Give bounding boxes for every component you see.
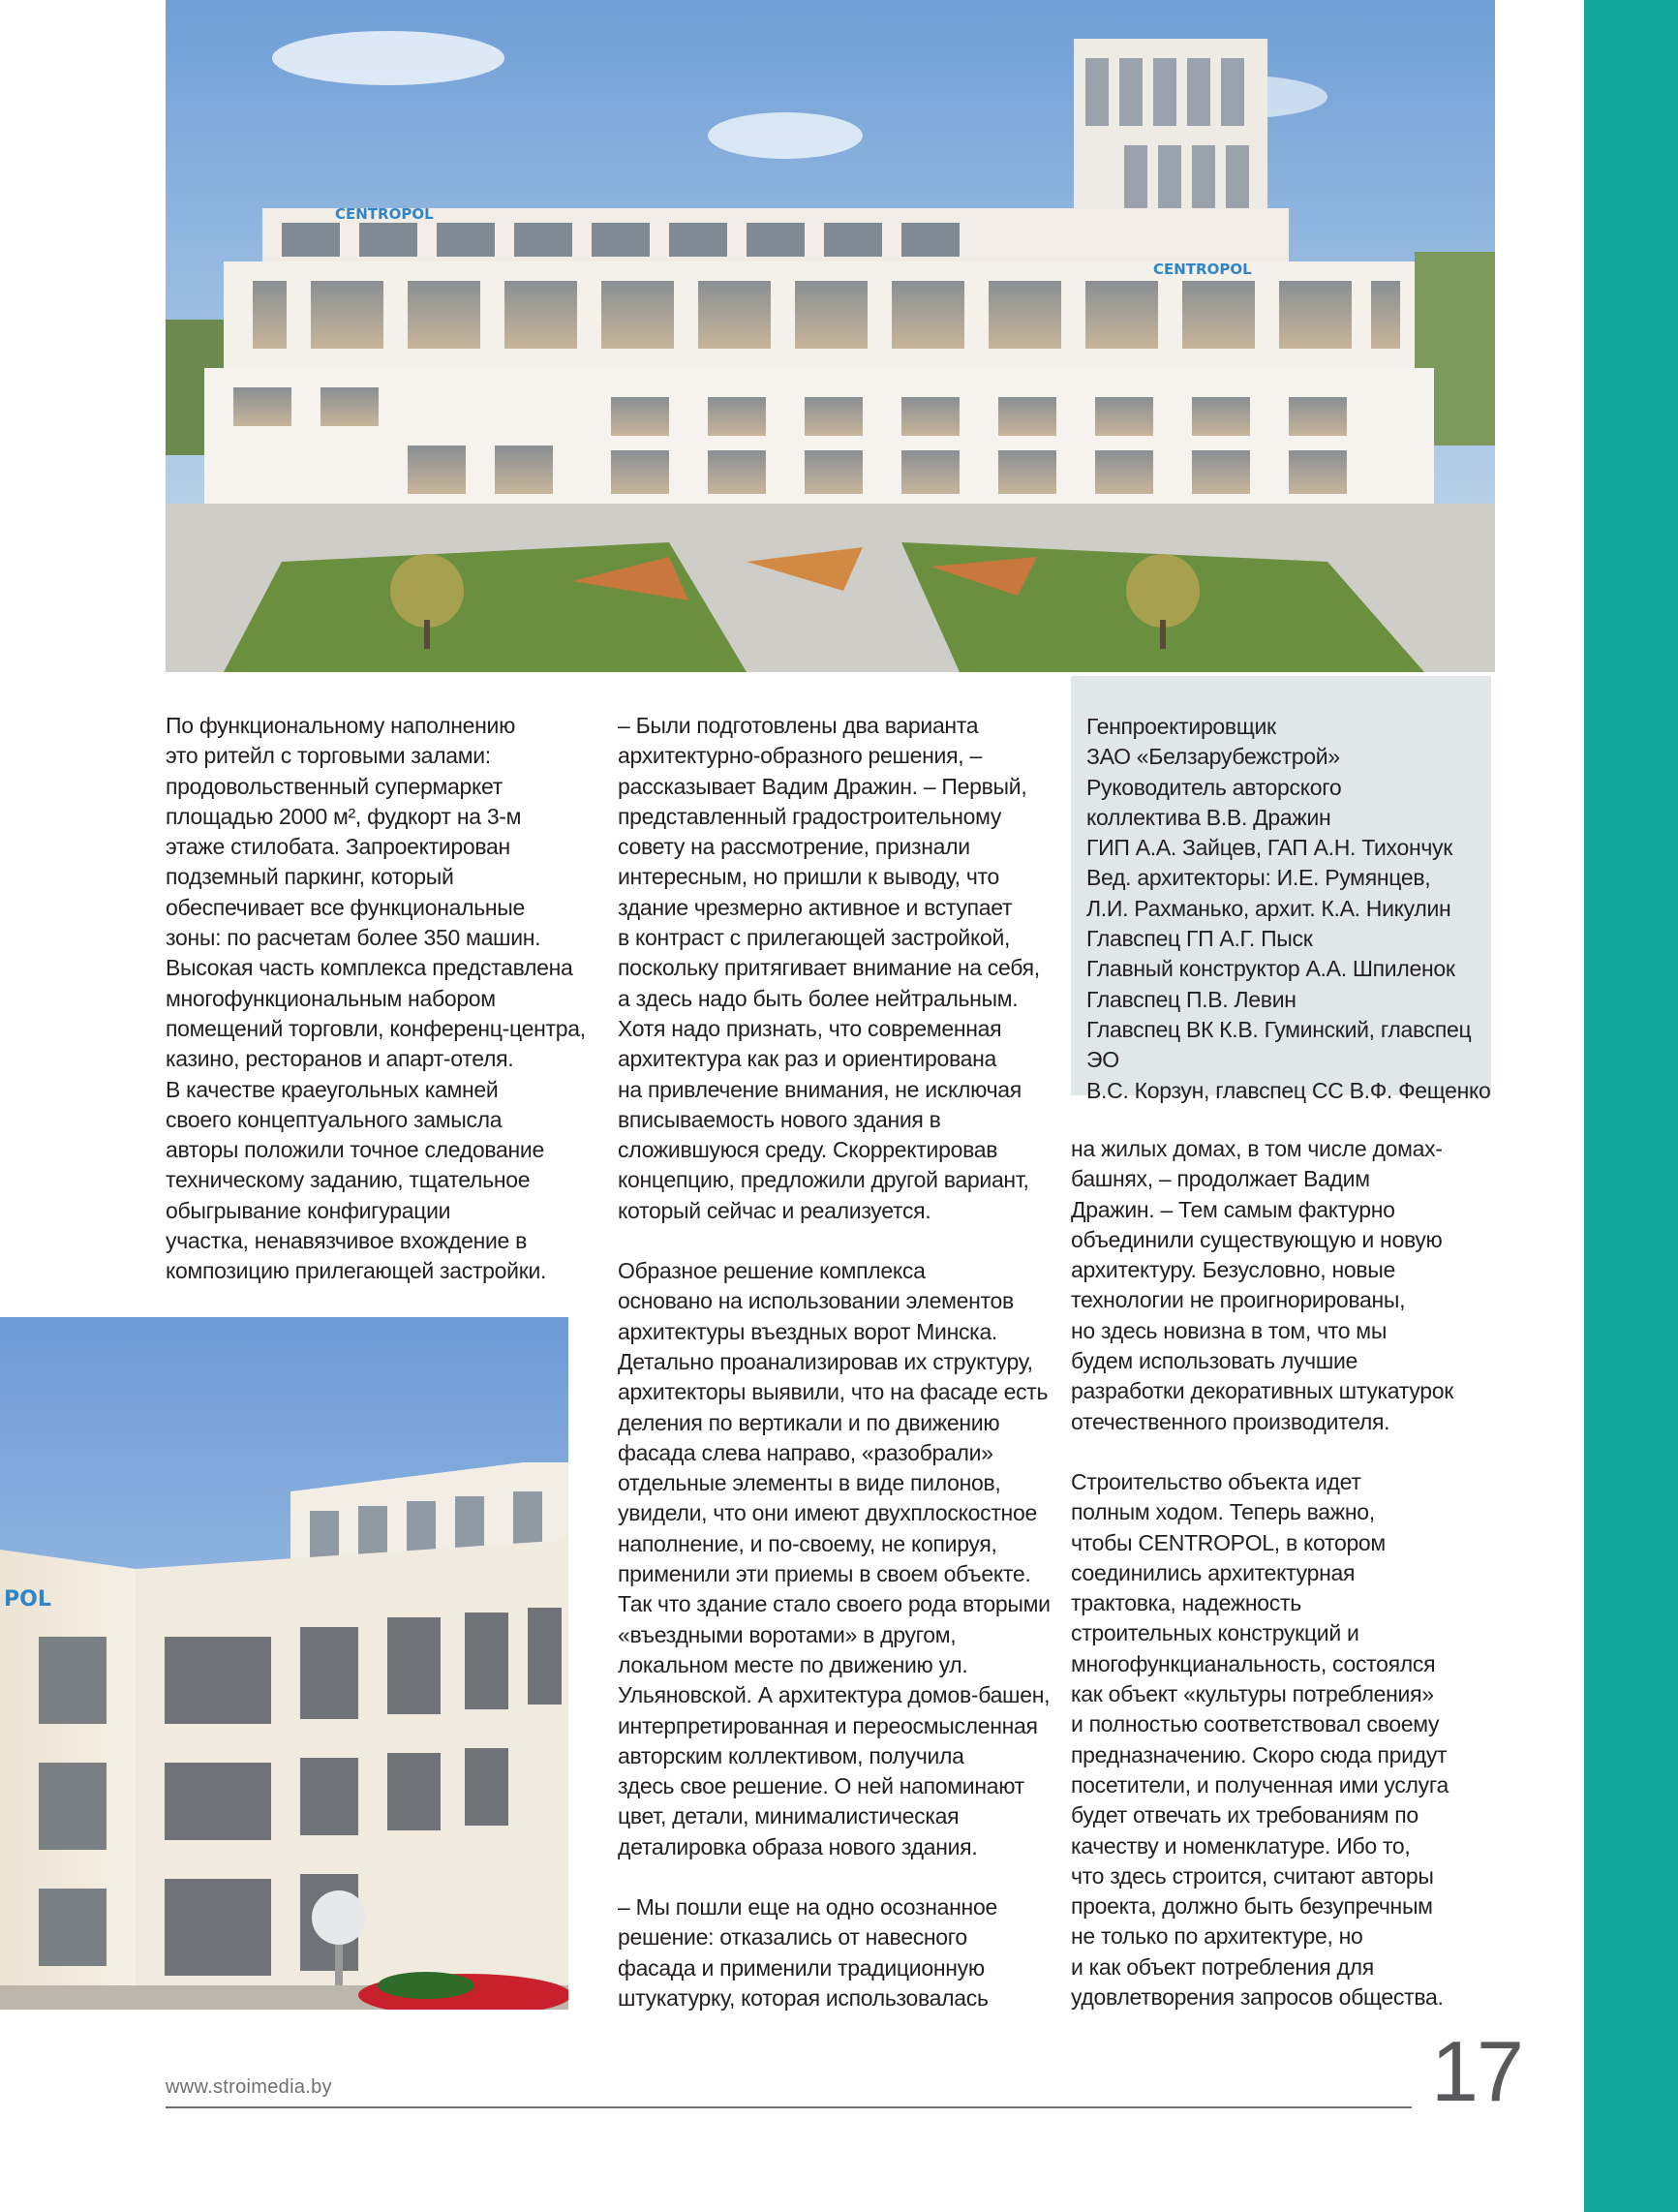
column2-paragraph-2: Образное решение комплекса основано на использовании элементов архитектуры въездных ворот Минска. Детально проанализировав их структуру, архитекторы выявили, что на фасаде есть деления по вертикали и по движению фасада слева направо, «разобрали» отдельные элементы в виде пилонов, увидели, что они имеют двухплоскостное наполнение, и по-своему, не копируя, применили эти приемы в своем объекте. Так что здание стало своего рода вторыми «въездными воротами» в другом, локальном месте по движению ул. Ульяновской. А архитектура домов-башен, интерпретированная и переосмысленная авторским коллективом, получила здесь свое решение. О ней напоминают цвет, детали, минималистическая деталировка образа нового здания. <box>618 1258 1051 1859</box>
hero-sign-right: CENTROPOL <box>1153 261 1252 278</box>
side-building-image <box>0 1317 568 2010</box>
column2-paragraph-3: – Мы пошли еще на одно осознанное решение: отказались от навесного фасада и применили традиционную штукатурку, которая использовалась <box>618 1893 997 2011</box>
text-column-3 <box>1071 1134 1507 2012</box>
column3-paragraph-1: на жилых домах, в том числе домах- башнях, – продолжает Вадим Дражин. – Тем самым фактурно объединили существующую и новую архитектуру. Безусловно, новые технологии не проигнорированы, но здесь новизна в том, что мы будем использовать лучшие разработки декоративных штукатурок отечественного производителя. <box>1071 1136 1453 1434</box>
column2-paragraph-1: – Были подготовлены два варианта архитектурно-образного решения, – рассказывает Вадим Дражин. – Первый, представленный градостроительному совету на рассмотрение, признали интересным, но пришли к выводу, что здание чрезмерно активное и вступает в контраст с прилегающей застройкой, поскольку притягивает внимание на себя, а здесь надо быть более нейтральным. Хотя надо признать, что современная архитектура как раз и ориентирована на привлечение внимания, не исключая вписываемость нового здания в сложившуюся среду. Скорректировав концепцию, предложили другой вариант, который сейчас и реализуется. <box>618 713 1040 1223</box>
hero-building-image <box>166 0 1495 672</box>
project-credits-text: Генпроектировщик ЗАО «Белзарубежстрой» Руководитель авторского коллектива В.В. Дражин ГИП А.А. Зайцев, ГАП А.Н. Тихончук Вед. архитекторы: И.Е. Румянцев, Л.И. Рахманько, архит. К.А. Никулин Главспец ГП А.Г. Пыск Главный конструктор А.А. Шпиленок Главспец П.В. Левин Главспец ВК К.В. Гуминский, главспец ЭО В.С. Корзун, главспец СС В.Ф. Фещенко <box>1086 714 1491 1103</box>
footer-divider <box>166 2106 1412 2108</box>
project-credits-box <box>1071 676 1491 1103</box>
side-sign: POL <box>4 1587 51 1612</box>
footer-website: www.stroimedia.by <box>166 2076 332 2098</box>
side-accent-bar <box>1584 0 1678 2212</box>
text-column-2 <box>618 711 1053 2013</box>
hero-sign-left: CENTROPOL <box>335 205 434 223</box>
column3-paragraph-2: Строительство объекта идет полным ходом. Теперь важно, чтобы CENTROPOL, в котором соединились архитектурная трактовка, надежность строительных конструкций и многофункцианальность, состоялся как объект «культуры потребления» и полностью соответствовал своему предназначению. Скоро сюда придут посетители, и полученная ими услуга будет отвечать их требованиям по качеству и номенклатуре. Ибо то, что здесь строится, считают авторы проекта, должно быть безупречным не только по архитектуре, но и как объект потребления для удовлетворения запросов общества. <box>1071 1468 1449 2011</box>
text-column-1 <box>166 711 601 1287</box>
column1-paragraph-1: По функциональному наполнению это ритейл с торговыми залами: продовольственный супермаркет площадью 2000 м², фудкорт на 3-м этаже стилобата. Запроектирован подземный паркинг, который обеспечивает все функциональные зоны: по расчетам более 350 машин. Высокая часть комплекса представлена многофункциональным набором помещений торговли, конференц-центра, казино, ресторанов и апарт-отеля. В качестве краеугольных камней своего концептуального замысла авторы положили точное следование техническому заданию, тщательное обыгрывание конфигурации участка, ненавязчивое вхождение в композицию прилегающей застройки. <box>166 713 586 1284</box>
page-number: 17 <box>1431 2023 1522 2119</box>
